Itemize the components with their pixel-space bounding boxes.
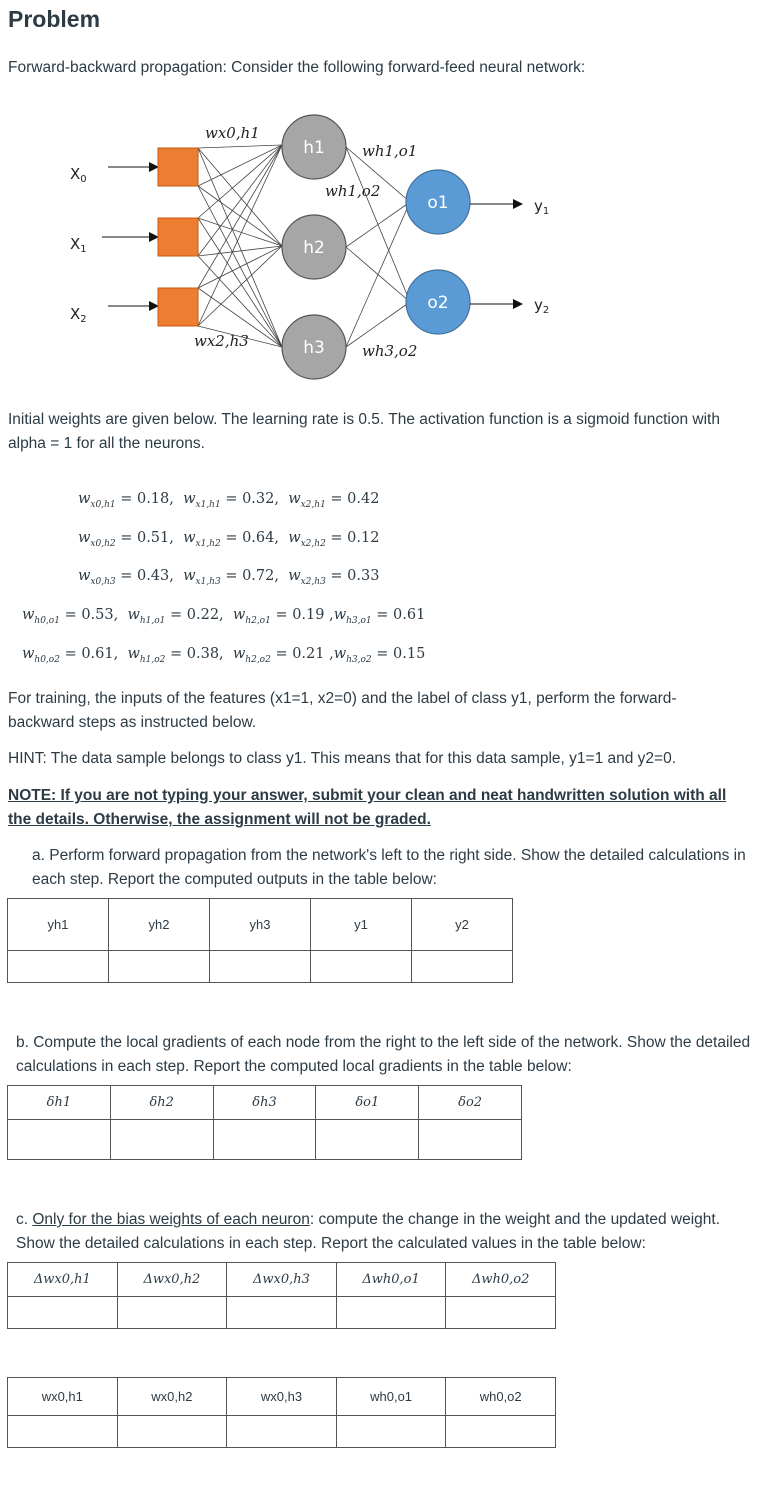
header-delta-wh0o2: Δwh0,o2 <box>446 1263 556 1297</box>
header-y1: y1 <box>311 899 412 951</box>
page-title: Problem <box>8 6 101 32</box>
header-delta-h2: δh2 <box>110 1086 213 1120</box>
input-box-1 <box>158 218 198 256</box>
y1-label: $y_1$ <box>534 197 550 217</box>
header-yh1: yh1 <box>8 899 109 951</box>
equation-row-4: $w_{h0,o1} = 0.53$, $w_{h1,o1} = 0.22$, $w_{h2,o1} = 0.19$ $,w_{h3,o1} = 0.61$ <box>22 607 426 626</box>
equation-row-5: $w_{h0,o2} = 0.61$, $w_{h1,o2} = 0.38$, $w_{h2,o2} = 0.21$ $,w_{h3,o2} = 0.15$ <box>22 646 426 665</box>
answer-cell[interactable] <box>336 1297 446 1329</box>
part-a-text: a. Perform forward propagation from the network's left to the right side. Show the detailed calculations in each step. Report the computed outputs in the table below: <box>32 847 746 888</box>
input-box-0 <box>158 148 198 186</box>
answer-cell[interactable] <box>109 951 210 983</box>
header-wx0h1: wx0,h1 <box>8 1378 118 1416</box>
weight-label-wh1o1: wh1,o1 <box>362 142 418 160</box>
input-label-2: $X_2$ <box>70 305 87 325</box>
header-wh0o1: wh0,o1 <box>336 1378 446 1416</box>
answer-cell[interactable] <box>419 1120 522 1160</box>
part-b-table <box>7 1085 522 1160</box>
header-yh2: yh2 <box>109 899 210 951</box>
answer-cell[interactable] <box>227 1297 337 1329</box>
answer-cell[interactable] <box>8 951 109 983</box>
input-hidden-connections <box>198 145 282 347</box>
hidden-label-h3: h3 <box>303 338 325 358</box>
weight-label-wh1o2: wh1,o2 <box>325 182 381 200</box>
neural-network-diagram <box>0 100 767 380</box>
input-label-1: $X_1$ <box>70 235 87 255</box>
answer-cell[interactable] <box>8 1120 111 1160</box>
answer-cell[interactable] <box>336 1416 446 1448</box>
training-text: For training, the inputs of the features (x1=1, x2=0) and the label of class y1, perform the forward-backward steps as instructed below. <box>8 690 677 731</box>
equation-row-3: $w_{x0,h3} = 0.43$, $w_{x1,h3} = 0.72$, $w_{x2,h3} = 0.33$ <box>78 568 380 587</box>
header-delta-wx0h1: Δwx0,h1 <box>8 1263 118 1297</box>
header-yh3: yh3 <box>210 899 311 951</box>
header-delta-o1: δo1 <box>316 1086 419 1120</box>
header-wx0h2: wx0,h2 <box>117 1378 227 1416</box>
part-c-delta-table <box>7 1262 556 1329</box>
header-delta-wh0o1: Δwh0,o1 <box>336 1263 446 1297</box>
answer-cell[interactable] <box>213 1120 316 1160</box>
answer-cell[interactable] <box>8 1297 118 1329</box>
answer-cell[interactable] <box>446 1297 556 1329</box>
output-label-o1: o1 <box>427 193 449 213</box>
answer-cell[interactable] <box>446 1416 556 1448</box>
header-delta-wx0h2: Δwx0,h2 <box>117 1263 227 1297</box>
note-text: NOTE: If you are not typing your answer, submit your clean and neat handwritten solution with all the details. Otherwise, the assignment will not be graded. <box>8 787 727 828</box>
header-delta-h3: δh3 <box>213 1086 316 1120</box>
hidden-output-connections <box>346 147 410 347</box>
header-y2: y2 <box>412 899 513 951</box>
header-delta-wx0h3: Δwx0,h3 <box>227 1263 337 1297</box>
answer-cell[interactable] <box>8 1416 118 1448</box>
part-c-text: c. Only for the bias weights of each neuron: compute the change in the weight and the updated weight. Show the detailed calculations in each step. Report the calculated values in the table below: <box>16 1211 721 1252</box>
header-wh0o2: wh0,o2 <box>446 1378 556 1416</box>
hidden-label-h1: h1 <box>303 138 325 158</box>
answer-cell[interactable] <box>311 951 412 983</box>
equation-row-1: $w_{x0,h1} = 0.18$, $w_{x1,h1} = 0.32$, $w_{x2,h1} = 0.42$ <box>78 491 380 510</box>
answer-cell[interactable] <box>412 951 513 983</box>
weight-label-wx0h1: wx0,h1 <box>205 124 260 142</box>
answer-cell[interactable] <box>117 1416 227 1448</box>
header-delta-h1: δh1 <box>8 1086 111 1120</box>
equation-row-2: $w_{x0,h2} = 0.51$, $w_{x1,h2} = 0.64$, $w_{x2,h2} = 0.12$ <box>78 530 380 549</box>
answer-cell[interactable] <box>227 1416 337 1448</box>
intro-text: Forward-backward propagation: Consider the following forward-feed neural network: <box>8 59 586 76</box>
output-label-o2: o2 <box>427 293 449 313</box>
part-a-table <box>7 898 513 983</box>
header-delta-o2: δo2 <box>419 1086 522 1120</box>
answer-cell[interactable] <box>117 1297 227 1329</box>
input-box-2 <box>158 288 198 326</box>
y2-label: $y_2$ <box>534 296 550 316</box>
weights-intro: Initial weights are given below. The learning rate is 0.5. The activation function is a sigmoid function with alpha = 1 for all the neurons. <box>8 411 720 452</box>
answer-cell[interactable] <box>210 951 311 983</box>
weight-label-wh3o2: wh3,o2 <box>362 342 418 360</box>
hint-text: HINT: The data sample belongs to class y1. This means that for this data sample, y1=1 and y2=0. <box>8 750 677 767</box>
hidden-label-h2: h2 <box>303 238 325 258</box>
answer-cell[interactable] <box>316 1120 419 1160</box>
part-c-weight-table <box>7 1377 556 1448</box>
part-b-text: b. Compute the local gradients of each node from the right to the left side of the network. Show the detailed calculations in each step. Report the computed local gradients in the table below: <box>16 1034 751 1075</box>
header-wx0h3: wx0,h3 <box>227 1378 337 1416</box>
answer-cell[interactable] <box>110 1120 213 1160</box>
weight-label-wx2h3: wx2,h3 <box>194 332 249 350</box>
input-label-0: $X_0$ <box>70 165 87 185</box>
